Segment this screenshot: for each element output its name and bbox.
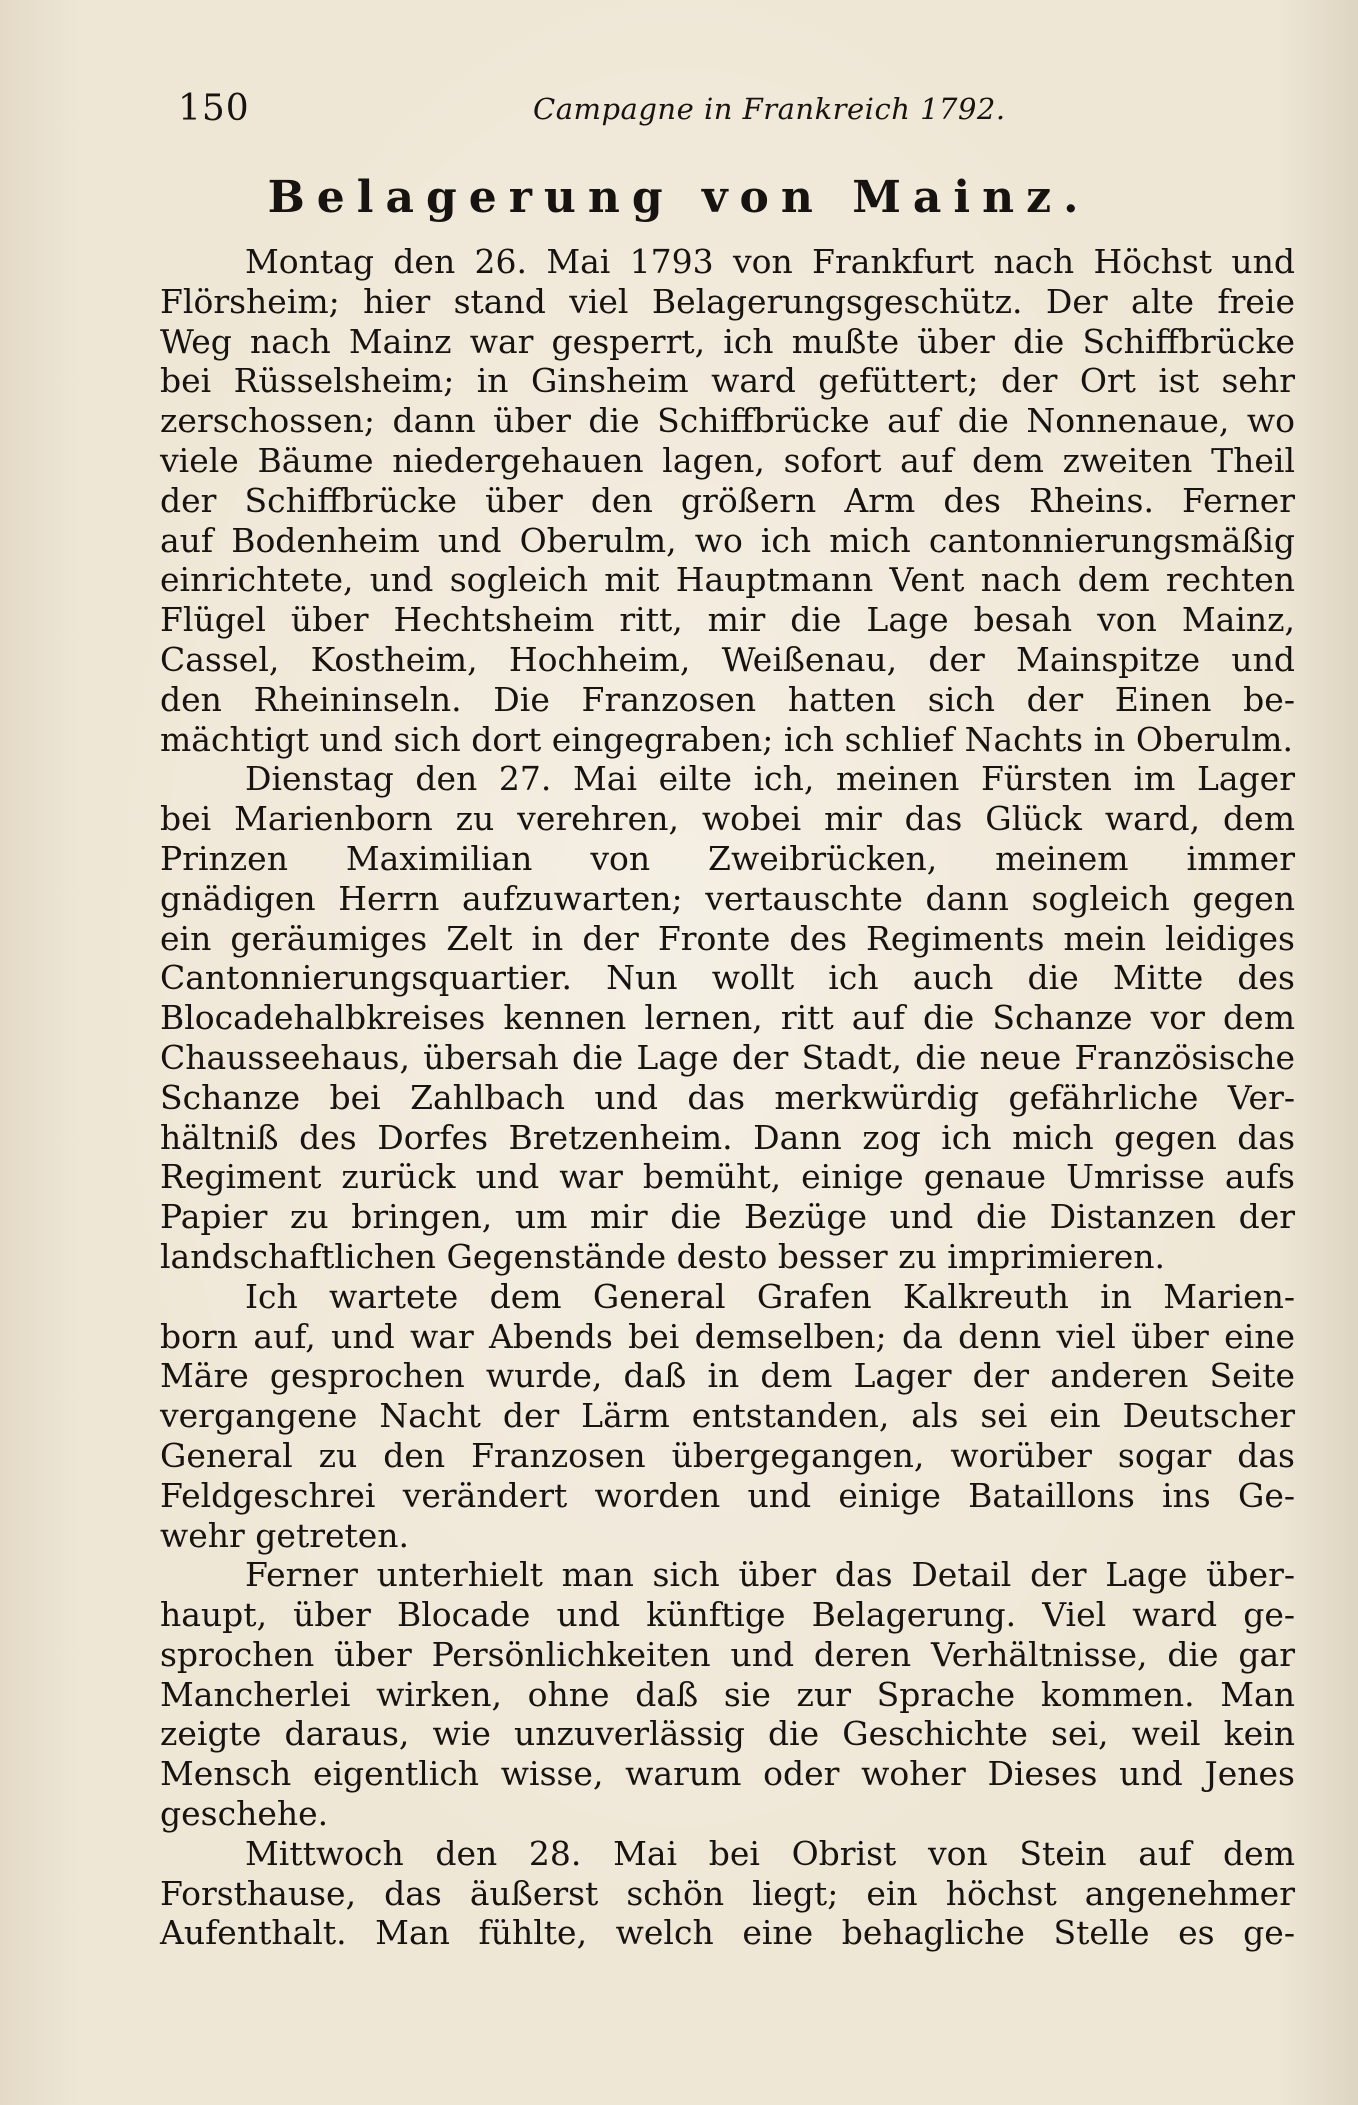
text-line: Flörsheim; hier stand viel Belagerungsgeschütz. Der alte freie <box>160 281 1295 321</box>
text-line: sprochen über Persönlichkeiten und deren Verhältnisse, die gar <box>160 1634 1295 1674</box>
text-line: viele Bäume niedergehauen lagen, sofort auf dem zweiten Theil <box>160 440 1295 480</box>
text-line: der Schiffbrücke über den größern Arm des Rheins. Ferner <box>160 480 1295 520</box>
text-line: General zu den Franzosen übergegangen, worüber sogar das <box>160 1435 1295 1475</box>
body-text <box>160 242 1295 1953</box>
text-line: Mittwoch den 28. Mai bei Obrist von Stein auf dem <box>245 1833 1295 1873</box>
text-line: Prinzen Maximilian von Zweibrücken, meinem immer <box>160 838 1295 878</box>
text-line: bei Marienborn zu verehren, wobei mir das Glück ward, dem <box>160 799 1295 839</box>
text-line: Weg nach Mainz war gesperrt, ich mußte über die Schiffbrücke <box>160 321 1295 361</box>
text-line: auf Bodenheim und Oberulm, wo ich mich cantonnierungsmäßig <box>160 520 1295 560</box>
text-line: Montag den 26. Mai 1793 von Frankfurt nach Höchst und <box>245 242 1295 281</box>
text-line: bei Rüsselsheim; in Ginsheim ward gefüttert; der Ort ist sehr <box>160 361 1295 401</box>
text-line: landschaftlichen Gegenstände desto besser zu imprimieren. <box>160 1236 1165 1276</box>
text-line: Märe gesprochen wurde, daß in dem Lager der anderen Seite <box>160 1356 1295 1396</box>
text-line: vergangene Nacht der Lärm entstanden, als sei ein Deutscher <box>160 1396 1295 1436</box>
text-line: Chausseehaus, übersah die Lage der Stadt, die neue Französische <box>160 1037 1295 1077</box>
text-line: den Rheininseln. Die Franzosen hatten sich der Einen be- <box>160 679 1295 719</box>
text-line: wehr getreten. <box>160 1515 410 1555</box>
text-line: zerschossen; dann über die Schiffbrücke auf die Nonnenaue, wo <box>160 401 1295 441</box>
text-line: Forsthause, das äußerst schön liegt; ein höchst angenehmer <box>160 1873 1295 1913</box>
text-line: zeigte daraus, wie unzuverlässig die Geschichte sei, weil kein <box>160 1714 1295 1754</box>
text-line: ein geräumiges Zelt in der Fronte des Regiments mein leidiges <box>160 918 1295 958</box>
text-line: Flügel über Hechtsheim ritt, mir die Lage besah von Mainz, <box>160 600 1295 640</box>
text-line: Ferner unterhielt man sich über das Detail der Lage über- <box>245 1555 1295 1595</box>
text-line: Papier zu bringen, um mir die Bezüge und die Distanzen der <box>160 1197 1295 1237</box>
text-line: haupt, über Blocade und künftige Belagerung. Viel ward ge- <box>160 1595 1295 1635</box>
text-line: Mancherlei wirken, ohne daß sie zur Sprache kommen. Man <box>160 1674 1295 1714</box>
text-line: einrichtete, und sogleich mit Hauptmann Vent nach dem rechten <box>160 560 1295 600</box>
page-header <box>178 88 1298 138</box>
page-number: 150 <box>178 88 250 129</box>
running-title: Campagne in Frankreich 1792. <box>533 92 1006 126</box>
text-line: Schanze bei Zahlbach und das merkwürdig gefährliche Ver- <box>160 1077 1295 1117</box>
text-line: born auf, und war Abends bei demselben; da denn viel über eine <box>160 1316 1295 1356</box>
text-line: Aufenthalt. Man fühlte, welch eine behagliche Stelle es ge- <box>160 1913 1295 1953</box>
section-title: Belagerung von Mainz. <box>267 172 1091 223</box>
text-line: Ich wartete dem General Grafen Kalkreuth in Marien- <box>245 1276 1295 1316</box>
text-line: Dienstag den 27. Mai eilte ich, meinen Fürsten im Lager <box>245 759 1295 799</box>
text-line: gnädigen Herrn aufzuwarten; vertauschte dann sogleich gegen <box>160 878 1295 918</box>
text-line: Feldgeschrei verändert worden und einige Bataillons ins Ge- <box>160 1475 1295 1515</box>
text-line: Regiment zurück und war bemüht, einige genaue Umrisse aufs <box>160 1157 1295 1197</box>
text-line: geschehe. <box>160 1794 329 1834</box>
text-line: Cassel, Kostheim, Hochheim, Weißenau, der Mainspitze und <box>160 639 1295 679</box>
text-line: Cantonnierungsquartier. Nun wollt ich auch die Mitte des <box>160 958 1295 998</box>
text-line: hältniß des Dorfes Bretzenheim. Dann zog ich mich gegen das <box>160 1117 1295 1157</box>
text-line: Mensch eigentlich wisse, warum oder woher Dieses und Jenes <box>160 1754 1295 1794</box>
text-line: mächtigt und sich dort eingegraben; ich schlief Nachts in Oberulm. <box>160 719 1293 759</box>
text-line: Blocadehalbkreises kennen lernen, ritt auf die Schanze vor dem <box>160 998 1295 1038</box>
